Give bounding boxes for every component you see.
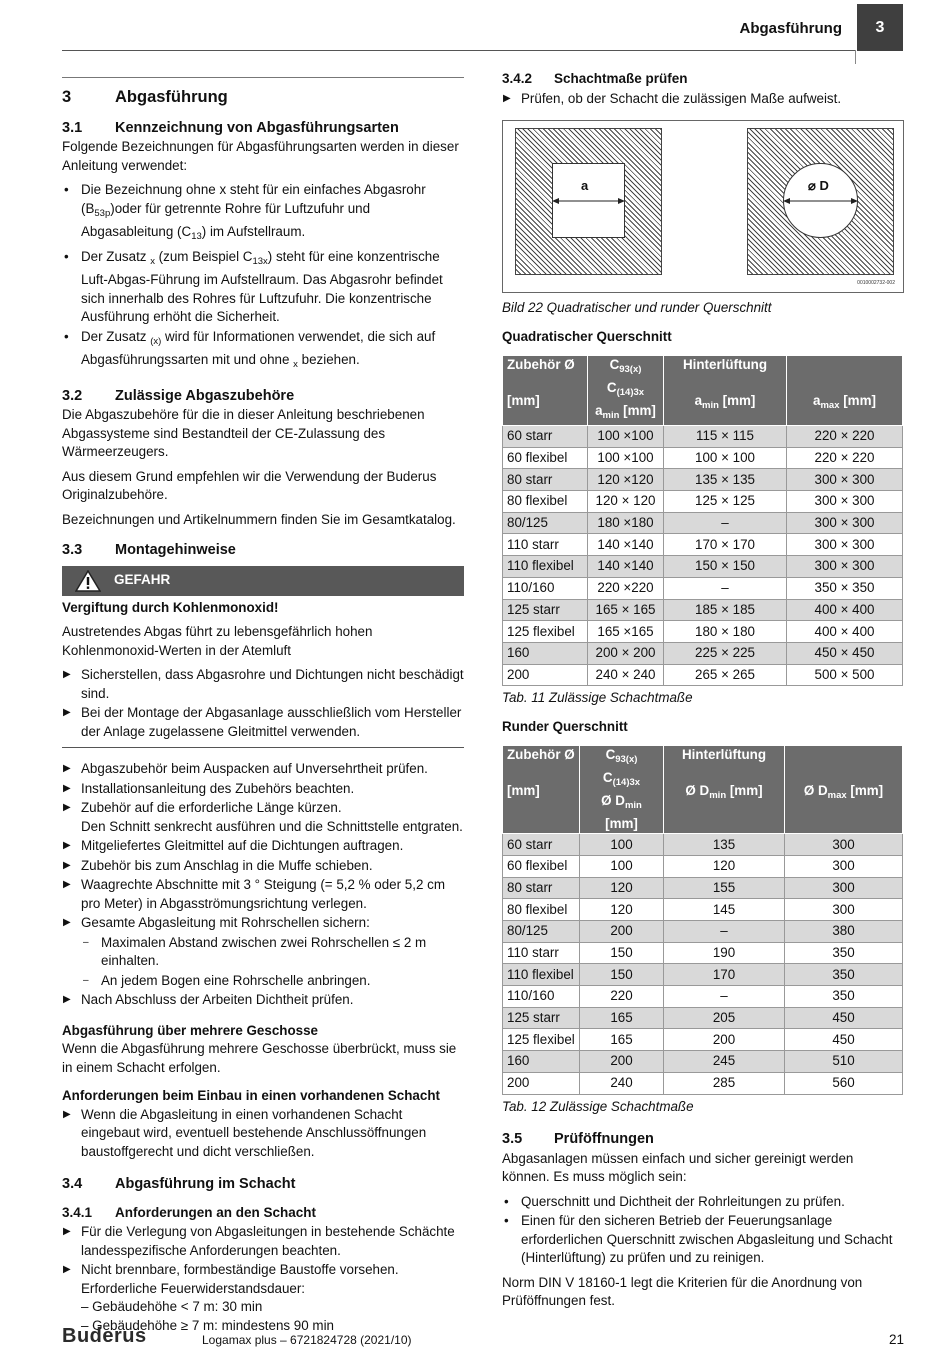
table-cell: 180 ×180 xyxy=(588,512,664,534)
col-header-ventilation: Hinterlüftung $a_{min}$ [mm] xyxy=(664,356,787,426)
table-row xyxy=(503,1072,903,1094)
table-row xyxy=(503,447,903,469)
table-cell: 150 xyxy=(580,964,664,986)
col-header-c93: $C_{93(x)}$ $C_{(14)3x}$ $a_{min}$ [mm] xyxy=(588,356,664,426)
section-heading-3-1: 3.1 Kennzeichnung von Abgasführungsarten xyxy=(62,119,399,136)
list-item: ▶ Für die Verlegung von Abgasleitungen in bestehende Schächte landesspezifische Anforderungen beachten. xyxy=(62,1223,464,1260)
table-cell: 510 xyxy=(785,1051,903,1073)
table-cell: 300 xyxy=(785,834,903,856)
col-header-accessory: Zubehör Ø [mm] xyxy=(503,746,580,834)
paragraph: Aus diesem Grund empfehlen wir die Verwendung der Buderus Originalzubehöre. xyxy=(62,468,437,502)
left-column xyxy=(62,77,464,1341)
table-cell: 200 xyxy=(580,1051,664,1073)
right-column xyxy=(502,70,904,1317)
table-cell: 200 xyxy=(664,1029,785,1051)
table-cell: 220 ×220 xyxy=(588,577,664,599)
table-cell: 220 xyxy=(580,986,664,1008)
table-cell: 400 × 400 xyxy=(787,621,903,643)
list-item: ▶ Gesamte Abgasleitung mit Rohrschellen sichern: – Maximalen Abstand zwischen zwei Rohrschellen ≤ 2 m einhalten. – An jedem Bogen eine Rohrschelle anbringen. xyxy=(62,914,464,990)
paragraph: Die Abgaszubehöre für die in dieser Anleitung beschriebenen Abgassysteme sind Bestandteil der CE-Zulassung des Wärmeerzeugers. xyxy=(62,407,425,459)
table-header-row xyxy=(503,356,903,426)
table-cell: 80/125 xyxy=(503,512,588,534)
table-cell: 200 × 200 xyxy=(588,642,664,664)
section-heading-3-5: 3.5 Prüföffnungen xyxy=(502,1131,654,1147)
table-cell: 100 ×100 xyxy=(588,447,664,469)
table-cell: 205 xyxy=(664,1007,785,1029)
table-cell: 80 starr xyxy=(503,877,580,899)
assembly-steps xyxy=(62,760,464,1010)
table-cell: 560 xyxy=(785,1072,903,1094)
subheading: Anforderungen beim Einbau in einen vorhandenen Schacht xyxy=(62,1088,440,1103)
list-item: – An jedem Bogen eine Rohrschelle anbringen. xyxy=(81,972,464,991)
table-cell: 285 xyxy=(664,1072,785,1094)
section-heading-3-4-1: 3.4.1 Anforderungen an den Schacht xyxy=(62,1204,317,1220)
table-row xyxy=(503,1029,903,1051)
table-cell: 80 flexibel xyxy=(503,899,580,921)
table-cell: 120 xyxy=(664,855,785,877)
table-row xyxy=(503,491,903,513)
table-row xyxy=(503,855,903,877)
table-cell: 165 ×165 xyxy=(588,621,664,643)
table-row xyxy=(503,899,903,921)
table-cell: 500 × 500 xyxy=(787,664,903,686)
table-row xyxy=(503,664,903,686)
table-heading: Runder Querschnitt xyxy=(502,718,628,734)
table-cell: – xyxy=(664,986,785,1008)
section-heading-3: 3 Abgasführung xyxy=(62,88,228,106)
table-cell: 350 × 350 xyxy=(787,577,903,599)
paragraph: Norm DIN V 18160-1 legt die Kriterien für die Anordnung von Prüföffnungen fest. xyxy=(502,1274,863,1308)
danger-steps xyxy=(62,666,464,741)
dimension-arrow-icon xyxy=(552,194,625,208)
list-item: ▶ Nach Abschluss der Arbeiten Dichtheit prüfen. xyxy=(62,991,464,1010)
table-cell: 450 xyxy=(785,1029,903,1051)
label-a: a xyxy=(581,178,589,193)
col-header-dmax: Ø $D_{max}$ [mm] xyxy=(785,746,903,834)
table-cell: 135 xyxy=(664,834,785,856)
table-cell: 125 flexibel xyxy=(503,621,588,643)
table-cell: 120 xyxy=(580,877,664,899)
table-cell: 125 starr xyxy=(503,1007,580,1029)
figure-id: 0010002732-002 xyxy=(857,280,895,286)
table-cell: 110 flexibel xyxy=(503,556,588,578)
table-cell: 125 × 125 xyxy=(664,491,787,513)
table-row xyxy=(503,426,903,448)
list-item: ▶ Sicherstellen, dass Abgasrohre und Dichtungen nicht beschädigt sind. xyxy=(62,666,464,703)
table-cell: 145 xyxy=(664,899,785,921)
table-cell: 155 xyxy=(664,877,785,899)
table-cell: 185 × 185 xyxy=(664,599,787,621)
table-cell: 300 × 300 xyxy=(787,491,903,513)
table-cell: 60 starr xyxy=(503,426,588,448)
table-cell: 350 xyxy=(785,964,903,986)
table-cell: 110 starr xyxy=(503,942,580,964)
list-item: – Maximalen Abstand zwischen zwei Rohrschellen ≤ 2 m einhalten. xyxy=(81,934,464,971)
table-cell: 165 × 165 xyxy=(588,599,664,621)
list-item: ▶ Installationsanleitung des Zubehörs beachten. xyxy=(62,780,464,799)
warning-triangle-icon xyxy=(62,570,114,592)
label-diameter: ⌀ D xyxy=(808,178,829,193)
table-cell: 165 xyxy=(580,1007,664,1029)
table-caption: Tab. 12 Zulässige Schachtmaße xyxy=(502,1098,694,1114)
table-row xyxy=(503,556,903,578)
list-item: • Einen für den sicheren Betrieb der Feuerungsanlage erforderlichen Querschnitt zwischen Abgasleitung und Schacht (Hinterlüftung) zu prüfen und zu reinigen. xyxy=(502,1212,904,1268)
table-cell: 100 xyxy=(580,855,664,877)
table-cell: 125 flexibel xyxy=(503,1029,580,1051)
table-cell: 200 xyxy=(580,921,664,943)
table-cell: 450 × 450 xyxy=(787,642,903,664)
list-item: ▶ Zubehör auf die erforderliche Länge kürzen. Den Schnitt senkrecht ausführen und die Schnittstelle entgraten. xyxy=(62,799,464,836)
table-cell: 400 × 400 xyxy=(787,599,903,621)
table-cell: 125 starr xyxy=(503,599,588,621)
subheading: Abgasführung über mehrere Geschosse xyxy=(62,1022,318,1038)
table-cell: 110/160 xyxy=(503,577,588,599)
table-cell: 225 × 225 xyxy=(664,642,787,664)
table-cell: 300 × 300 xyxy=(787,556,903,578)
table-row xyxy=(503,964,903,986)
table-row xyxy=(503,512,903,534)
section-heading-3-4-2: 3.4.2 Schachtmaße prüfen xyxy=(502,71,688,86)
table-cell: 300 xyxy=(785,855,903,877)
paragraph: Wenn die Abgasführung mehrere Geschosse überbrückt, muss sie in einem Schacht erfolgen. xyxy=(62,1041,457,1075)
table-header-row xyxy=(503,746,903,834)
paragraph: Abgasanlagen müssen einfach und sicher gereinigt werden können. Es muss möglich sein: xyxy=(502,1150,854,1184)
danger-end-rule xyxy=(62,747,464,748)
bullet-list xyxy=(502,1193,904,1268)
table-row xyxy=(503,469,903,491)
table-cell: 300 × 300 xyxy=(787,512,903,534)
table-cell: 150 × 150 xyxy=(664,556,787,578)
square-dimensions-table xyxy=(502,356,903,686)
table-cell: 190 xyxy=(664,942,785,964)
table-cell: 80 flexibel xyxy=(503,491,588,513)
table-cell: 150 xyxy=(580,942,664,964)
table-cell: 140 ×140 xyxy=(588,556,664,578)
table-cell: 200 xyxy=(503,664,588,686)
table-cell: 300 × 300 xyxy=(787,469,903,491)
table-cell: – xyxy=(664,512,787,534)
list-item: • Der Zusatz $_x$ (zum Beispiel $C_{13x}$) steht für eine konzentrische Luft-Abgas-Führung im Aufstellraum. Das Abgasrohr befindet sich innerhalb des Rohres für Luftzufuhr. Die konzentrische Ausführung erhöht die Sicherheit. xyxy=(62,248,464,327)
col-header-amax: $a_{max}$ [mm] xyxy=(787,356,903,426)
table-cell: 240 × 240 xyxy=(588,664,664,686)
figure-caption: Bild 22 Quadratischer und runder Querschnitt xyxy=(502,300,772,315)
table-row xyxy=(503,1007,903,1029)
table-cell: 110 starr xyxy=(503,534,588,556)
header-tick xyxy=(855,50,856,64)
shaft-check-steps xyxy=(502,90,904,109)
table-cell: 200 xyxy=(503,1072,580,1094)
danger-title: Vergiftung durch Kohlenmonoxid! xyxy=(62,599,279,615)
table-cell: 60 flexibel xyxy=(503,447,588,469)
table-row xyxy=(503,642,903,664)
section-heading-3-3: 3.3 Montagehinweise xyxy=(62,542,236,558)
table-cell: 265 × 265 xyxy=(664,664,787,686)
table-cell: 120 ×120 xyxy=(588,469,664,491)
table-cell: 100 × 100 xyxy=(664,447,787,469)
table-row xyxy=(503,834,903,856)
table-row xyxy=(503,1051,903,1073)
requirement-steps xyxy=(62,1106,464,1162)
table-cell: 180 × 180 xyxy=(664,621,787,643)
table-cell: 245 xyxy=(664,1051,785,1073)
table-cell: 115 × 115 xyxy=(664,426,787,448)
table-cell: 135 × 135 xyxy=(664,469,787,491)
table-cell: 160 xyxy=(503,1051,580,1073)
table-row xyxy=(503,577,903,599)
table-row xyxy=(503,942,903,964)
section-heading-3-2: 3.2 Zulässige Abgaszubehöre xyxy=(62,387,295,404)
brand-logo: Buderus xyxy=(62,1325,147,1347)
table-cell: 350 xyxy=(785,942,903,964)
table-cell: – xyxy=(664,921,785,943)
bullet-list xyxy=(62,181,464,375)
paragraph: Folgende Bezeichnungen für Abgasführungsarten werden in dieser Anleitung verwendet: xyxy=(62,139,459,173)
table-cell: 120 × 120 xyxy=(588,491,664,513)
header-rule xyxy=(62,50,855,51)
list-item: • Querschnitt und Dichtheit der Rohrleitungen zu prüfen. xyxy=(502,1193,904,1212)
document-reference: Logamax plus – 6721824728 (2021/10) xyxy=(202,1333,412,1347)
table-row xyxy=(503,534,903,556)
shaft-requirements xyxy=(62,1223,464,1335)
table-cell: 300 xyxy=(785,899,903,921)
list-item: ▶ Wenn die Abgasleitung in einen vorhandenen Schacht eingebaut wird, eventuell bestehende Anschlussöffnungen baustoffgerecht und dicht verschließen. xyxy=(62,1106,464,1162)
table-cell: 80/125 xyxy=(503,921,580,943)
col-header-ventilation: Hinterlüftung Ø $D_{min}$ [mm] xyxy=(664,746,785,834)
section-rule xyxy=(62,77,464,78)
table-cell: 165 xyxy=(580,1029,664,1051)
section-heading-3-4: 3.4 Abgasführung im Schacht xyxy=(62,1176,296,1192)
table-cell: 160 xyxy=(503,642,588,664)
danger-label: GEFAHR xyxy=(114,572,171,588)
table-cell: 110 flexibel xyxy=(503,964,580,986)
list-item: ▶ Zubehör bis zum Anschlag in die Muffe schieben. xyxy=(62,857,464,876)
table-cell: 300 xyxy=(785,877,903,899)
list-item: ▶ Mitgeliefertes Gleitmittel auf die Dichtungen auftragen. xyxy=(62,837,464,856)
danger-banner xyxy=(62,566,464,596)
table-heading: Quadratischer Querschnitt xyxy=(502,328,672,344)
table-row xyxy=(503,986,903,1008)
table-cell: 110/160 xyxy=(503,986,580,1008)
table-cell: 170 xyxy=(664,964,785,986)
table-caption: Tab. 11 Zulässige Schachtmaße xyxy=(502,690,693,706)
page-number: 21 xyxy=(888,1332,904,1347)
list-item: ▶ Nicht brennbare, formbeständige Baustoffe vorsehen. Erforderliche Feuerwiderstandsdauer: – Gebäudehöhe < 7 m: 30 min – Gebäudehöhe ≥ 7 m: mindestens 90 min xyxy=(62,1261,464,1335)
table-row xyxy=(503,621,903,643)
table-cell: 300 × 300 xyxy=(787,534,903,556)
shaft-cross-section-figure xyxy=(502,120,904,293)
col-header-c93: $C_{93(x)}$ $C_{(14)3x}$ Ø $D_{min}$ [mm] xyxy=(580,746,664,834)
table-cell: 60 flexibel xyxy=(503,855,580,877)
table-cell: 380 xyxy=(785,921,903,943)
table-row xyxy=(503,921,903,943)
table-cell: 100 xyxy=(580,834,664,856)
table-cell: 220 × 220 xyxy=(787,447,903,469)
table-cell: 60 starr xyxy=(503,834,580,856)
list-item: ▶ Waagrechte Abschnitte mit 3 ° Steigung (= 5,2 % oder 5,2 cm pro Meter) in Abgasströmungsrichtung verlegen. xyxy=(62,876,464,913)
table-cell: 220 × 220 xyxy=(787,426,903,448)
chapter-number-tab: 3 xyxy=(857,4,903,51)
col-header-accessory: Zubehör Ø [mm] xyxy=(503,356,588,426)
table-cell: 140 ×140 xyxy=(588,534,664,556)
table-cell: 170 × 170 xyxy=(664,534,787,556)
list-item: • Die Bezeichnung ohne x steht für ein einfaches Abgasrohr $(B_{53p})oder$ für getrennte Rohre für Luftzufuhr und Abgasableitung $(C_{13})$ im Aufstellraum. xyxy=(62,181,464,247)
round-dimensions-table xyxy=(502,746,903,1094)
list-item: • Der Zusatz $_{(x)}$ wird für Informationen verwendet, die sich auf Abgasführungssarten mit und ohne $_x$ beziehen. xyxy=(62,328,464,375)
list-item: ▶ Bei der Montage der Abgasanlage ausschließlich vom Hersteller der Anlage zugelassene Gleitmittel verwenden. xyxy=(62,704,464,741)
table-cell: 450 xyxy=(785,1007,903,1029)
table-row xyxy=(503,877,903,899)
danger-text: Austretendes Abgas führt zu lebensgefährlich hohen Kohlenmonoxid-Werten in der Atemluft xyxy=(62,624,373,658)
table-cell: 80 starr xyxy=(503,469,588,491)
table-cell: 100 ×100 xyxy=(588,426,664,448)
list-item: ▶ Prüfen, ob der Schacht die zulässigen Maße aufweist. xyxy=(502,90,904,109)
list-item: ▶ Abgaszubehör beim Auspacken auf Unversehrtheit prüfen. xyxy=(62,760,464,779)
diameter-arrow-icon xyxy=(783,194,858,208)
paragraph: Bezeichnungen und Artikelnummern finden Sie im Gesamtkatalog. xyxy=(62,511,456,527)
table-cell: 350 xyxy=(785,986,903,1008)
table-cell: – xyxy=(664,577,787,599)
table-cell: 240 xyxy=(580,1072,664,1094)
running-header-title: Abgasführung xyxy=(739,20,842,37)
table-row xyxy=(503,599,903,621)
table-cell: 120 xyxy=(580,899,664,921)
